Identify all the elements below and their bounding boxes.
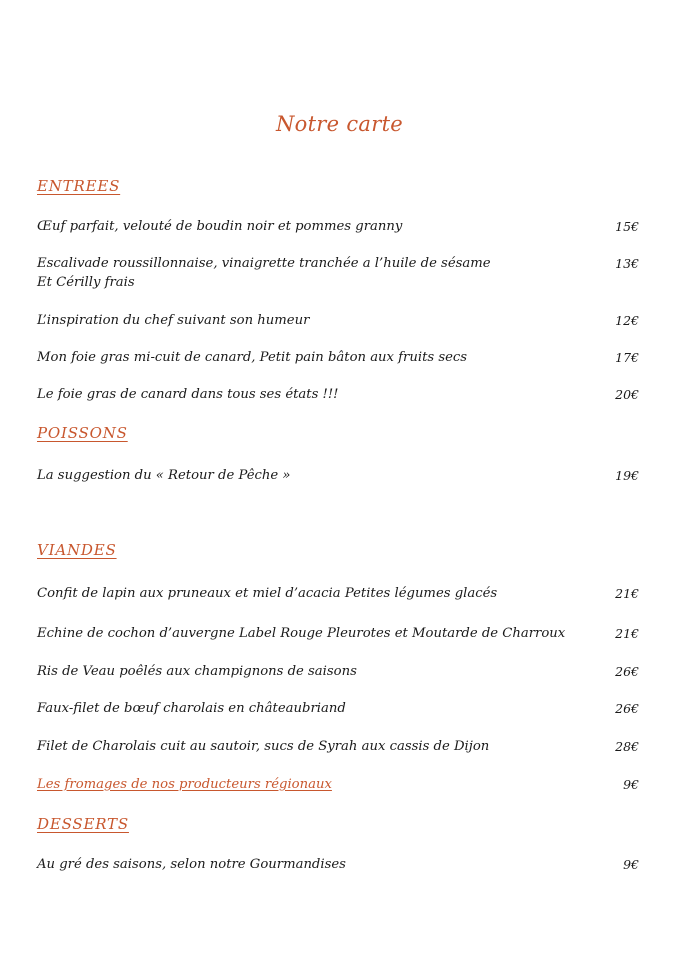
menu-item-name: Les fromages de nos producteurs régionaux xyxy=(37,777,332,792)
menu-item xyxy=(37,662,647,681)
menu-item-name: Au gré des saisons, selon notre Gourmandises xyxy=(37,857,346,872)
menu-item-price: 26€ xyxy=(615,664,639,679)
menu-item-name: Mon foie gras mi-cuit de canard, Petit pain bâton aux fruits secs xyxy=(37,350,468,365)
menu-item-price: 28€ xyxy=(615,739,639,754)
section-heading-poissons: POISSONS xyxy=(37,424,128,442)
menu-item-name: Filet de Charolais cuit au sautoir, sucs de Syrah aux cassis de Dijon xyxy=(37,739,490,754)
menu-item-price: 17€ xyxy=(615,350,639,365)
menu-item-name: La suggestion du « Retour de Pêche » xyxy=(37,468,291,483)
menu-item xyxy=(37,699,647,718)
menu-item xyxy=(37,385,647,404)
menu-item-cheese xyxy=(37,775,647,794)
menu-item-price: 19€ xyxy=(615,468,639,483)
menu-item xyxy=(37,217,647,236)
menu-item-price: 15€ xyxy=(615,219,639,234)
menu-item-price: 21€ xyxy=(615,626,639,641)
menu-item xyxy=(37,466,647,485)
menu-item xyxy=(37,254,647,292)
menu-item xyxy=(37,624,647,643)
menu-item xyxy=(37,737,647,756)
section-heading-viandes: VIANDES xyxy=(37,541,117,559)
menu-item-name: Escalivade roussillonnaise, vinaigrette tranchée a l’huile de sésame xyxy=(37,256,491,271)
menu-item-price: 9€ xyxy=(623,857,639,872)
menu-item-price: 26€ xyxy=(615,701,639,716)
menu-item xyxy=(37,348,647,367)
menu-title: Notre carte xyxy=(275,112,404,136)
menu-item-name: Ris de Veau poêlés aux champignons de saisons xyxy=(37,664,357,679)
menu-item-price: 12€ xyxy=(615,313,639,328)
menu-item-price: 13€ xyxy=(615,256,639,271)
menu-item-price: 21€ xyxy=(615,586,639,601)
menu-item-name: Confit de lapin aux pruneaux et miel d’acacia Petites légumes glacés xyxy=(37,586,498,601)
menu-item-name: Œuf parfait, velouté de boudin noir et pommes granny xyxy=(37,219,403,234)
menu-item xyxy=(37,584,647,603)
menu-item-price: 20€ xyxy=(615,387,639,402)
menu-item-name: Le foie gras de canard dans tous ses états !!! xyxy=(37,387,339,402)
menu-item xyxy=(37,311,647,330)
section-heading-desserts: DESSERTS xyxy=(37,815,129,833)
menu-item-name: L’inspiration du chef suivant son humeur xyxy=(37,313,310,328)
menu-item-price: 9€ xyxy=(623,777,639,792)
section-heading-entrees: ENTREES xyxy=(37,177,121,195)
menu-item-name: Faux-filet de bœuf charolais en châteaubriand xyxy=(37,701,346,716)
menu-item xyxy=(37,855,647,874)
menu-item-name-continued: Et Cérilly frais xyxy=(37,275,135,290)
menu-item-name: Echine de cochon d’auvergne Label Rouge Pleurotes et Moutarde de Charroux xyxy=(37,626,566,641)
